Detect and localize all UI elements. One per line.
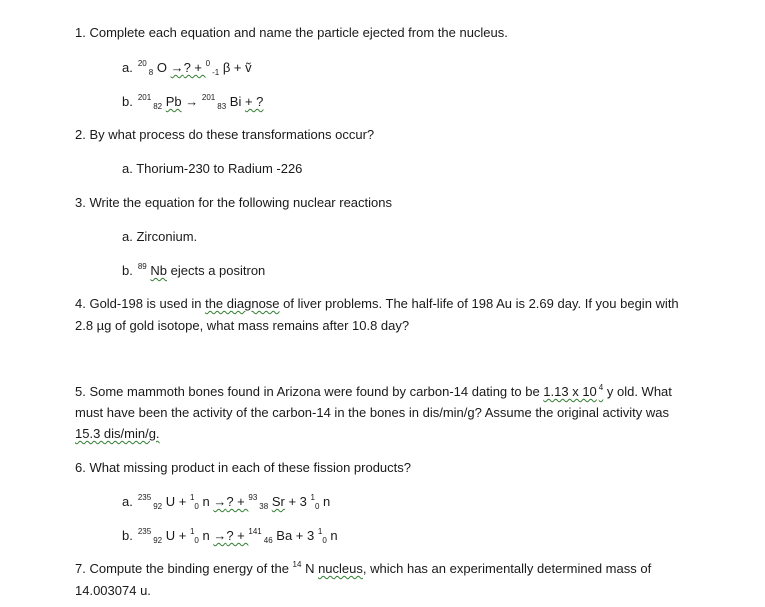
arrow-icon: → bbox=[170, 60, 184, 75]
arrow-icon: → bbox=[213, 528, 227, 543]
arrow-icon: → bbox=[213, 494, 227, 509]
question-2: 2. By what process do these transformations occur? bbox=[75, 127, 375, 142]
question-5-line-2: must have been the activity of the carbon-14 in the bones in dis/min/g? Assume the original activity was bbox=[75, 405, 669, 420]
question-4-line-1: 4. Gold-198 is used in the diagnose of liver problems. The half-life of 198 Au is 2.69 day. If you begin with bbox=[75, 296, 679, 311]
question-3: 3. Write the equation for the following nuclear reactions bbox=[75, 195, 392, 210]
question-6: 6. What missing product in each of these fission products? bbox=[75, 460, 412, 475]
question-1b: b. $^{201}_{82}$ Pb → $^{201}_{83}$ Bi + ? bbox=[122, 93, 264, 111]
question-3a: a. Zirconium. bbox=[122, 229, 198, 244]
question-5-line-1: 5. Some mammoth bones found in Arizona were found by carbon-14 dating to be 1.13 x 10 $^4$ y old. What bbox=[75, 383, 672, 399]
question-1a: a. $^{20}_8$ O →? + $^0_{-1}$ β + ṽ bbox=[122, 59, 252, 77]
question-4-line-2: 2.8 µg of gold isotope, what mass remains after 10.8 day? bbox=[75, 318, 410, 333]
arrow-icon: → bbox=[185, 94, 199, 109]
question-7-line-1: 7. Compute the binding energy of the $^{14}$ N nucleus, which has an experimentally determined mass of bbox=[75, 560, 652, 576]
question-1: 1. Complete each equation and name the particle ejected from the nucleus. bbox=[75, 25, 508, 40]
question-7-line-2: 14.003074 u. bbox=[75, 583, 151, 598]
question-6a: a. $^{235}_{92}$ U + $^1_0$ n →? + $^{93}_{38}$ Sr + 3 $^1_0$ n bbox=[122, 493, 331, 511]
question-2a: a. Thorium-230 to Radium -226 bbox=[122, 161, 303, 176]
question-3b: b. $^{89}$ Nb ejects a positron bbox=[122, 262, 266, 278]
question-6b: b. $^{235}_{92}$ U + $^1_0$ n →? + $^{141}_{46}$ Ba + 3 $^1_0$ n bbox=[122, 527, 338, 545]
question-5-line-3: 15.3 dis/min/g. bbox=[75, 426, 160, 441]
